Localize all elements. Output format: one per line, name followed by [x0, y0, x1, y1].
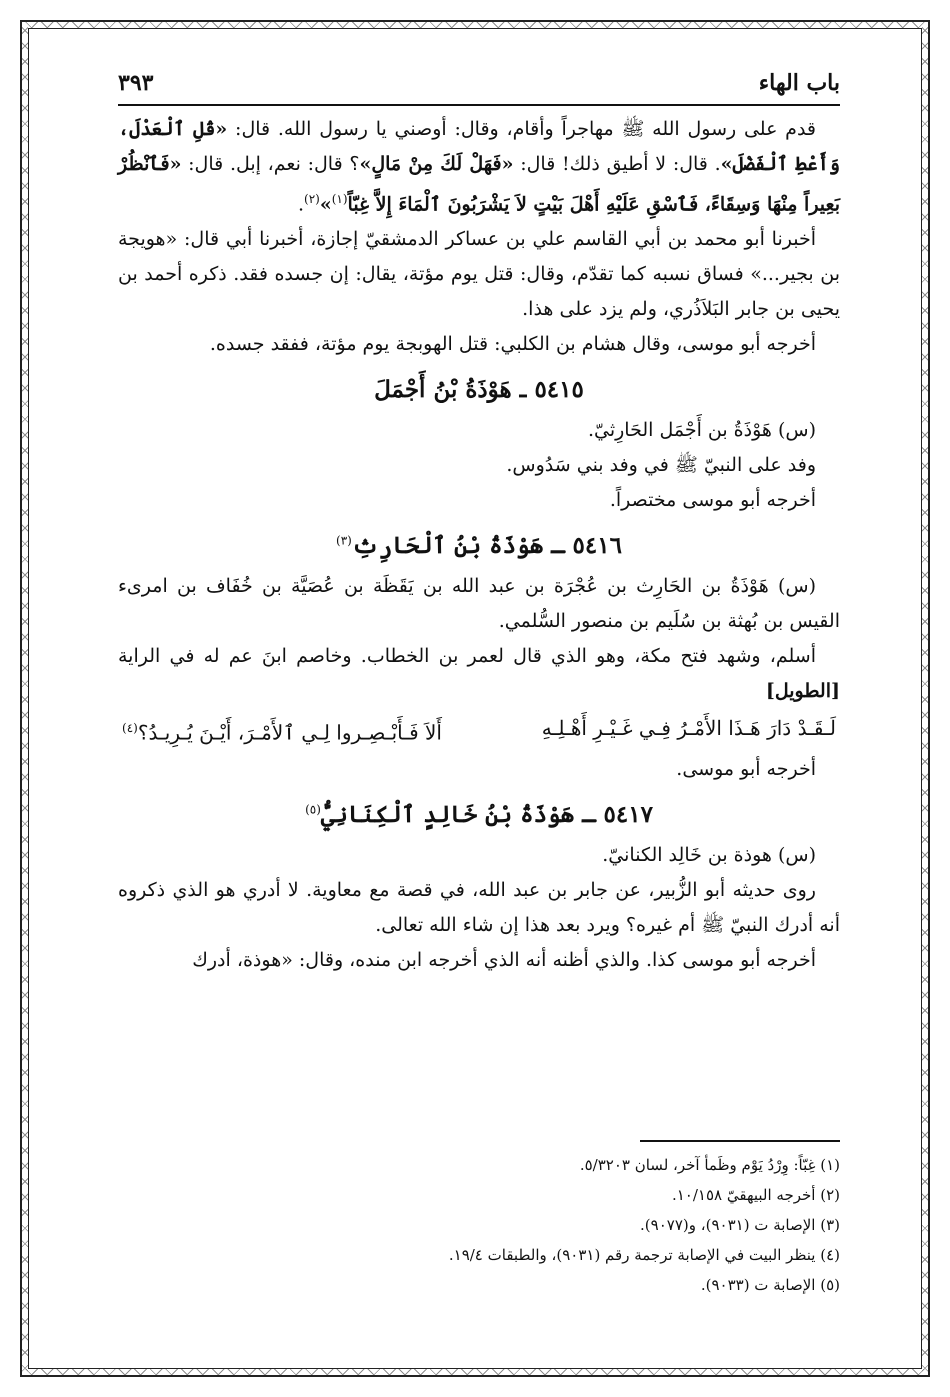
footnote-4: (٤) ينظر البيت في الإصابة ترجمة رقم (٩٠٣١)، والطبقات ١٩/٤. — [448, 1246, 840, 1264]
hadith-quote: «فَهَلْ لَكَ مِنْ مَالٍ» — [359, 153, 514, 175]
verse-text: أَلاَ فَـأَبْـصِـروا لِـي ٱلأَمْـرَ، أَيْـنَ يُـرِيـدُ؟ — [137, 720, 442, 745]
entry-title-text: ٥٤١٦ ـ هَوْذَةُ بْنُ ٱلْحَارِثِ — [351, 532, 622, 560]
entry-title-5415: ٥٤١٥ ـ هَوْذَةُ بْنُ أَجْمَلَ — [374, 376, 584, 404]
footnote-1: (١) غِبّاً: وِرْدُ يَوْم وظَمأ آخر، لسان ٥/٣٢٠٣. — [579, 1156, 840, 1174]
footnote-separator — [640, 1140, 840, 1142]
footnote-ref[interactable]: (٢) — [304, 192, 320, 206]
entry-5416-lineage: (س) هَوْذَةُ بن الحَارِث بن عُجْرَة بن عبد الله بن يَقَظَة بن عُصَيَّة بن خُفَاف بن امرىء القيس بن بُهثة بن سُلَيم بن منصور السُّلمي. — [118, 575, 840, 633]
chapter-title: باب الهاء — [758, 70, 840, 96]
footnote-ref[interactable]: (٥) — [305, 802, 321, 817]
footnote-3: (٣) الإصابة ت (٩٠٣١)، و(٩٠٧٧). — [640, 1216, 840, 1234]
border-pattern-right — [922, 24, 928, 1373]
paragraph-takhrij: أخرجه أبو موسى، وقال هشام بن الكلبي: قتل الهوبجة يوم مؤتة، ففقد جسده. — [209, 333, 816, 356]
verse-hemistich-second — [122, 709, 442, 752]
text-segment: ؟ قال: نعم، إبل. قال: — [181, 153, 360, 175]
quote-close: » — [319, 193, 332, 216]
border-pattern-bottom — [24, 1369, 926, 1375]
footnotes — [118, 1140, 840, 1300]
entry-5416-line: أخرجه أبو موسى. — [676, 757, 816, 780]
text-segment: قدم على رسول الله ﷺ مهاجراً وأقام، وقال: أوصني يا رسول الله. قال: — [227, 118, 816, 140]
hadith-quote: «فَٱنْظُرْ بَعِيراً مِنْهَا وَسِقَاءً، فَٱسْقِ عَلَيْهِ أَهْلَ بَيْتٍ لاَ يَشْرَبُونَ ٱلْمَاءَ إِلاَّ غِبّاً — [118, 153, 840, 216]
page-content — [118, 70, 840, 978]
entry-5417-line: أخرجه أبو موسى كذا. والذي أظنه أنه الذي أخرجه ابن منده، وقال: «هوذة، أدرك — [192, 948, 816, 971]
entry-title-text: ٥٤١٧ ـ هَوْذَةُ بْنُ خَالِدٍ ٱلْكِنَانِيُّ — [320, 800, 653, 828]
footnote-5: (٥) الإصابة ت (٩٠٣٣). — [700, 1276, 840, 1294]
entry-5416-story — [118, 639, 840, 709]
footnote-ref[interactable]: (٤) — [122, 721, 138, 736]
entry-5417-line: روى حديثه أبو الزُّبير، عن جابر بن عبد الله، في قصة مع معاوية. لا أدري هو الذي ذكروه أنه أدرك النبيّ ﷺ أم غيره؟ ويرد بعد هذا إن شاء الله تعالى. — [118, 878, 840, 936]
paragraph-hadith — [118, 112, 840, 222]
entry-5415-line: وفد على النبيّ ﷺ في وفد بني سَدُوس. — [506, 454, 816, 477]
entry-title-5416 — [118, 532, 840, 559]
hadith-quote: «قُلِ ٱلْعَدْلَ، وَأَعْطِ ٱلْفَضْلَ» — [118, 118, 840, 175]
verse-hemistich-first: لَـقَـدْ دَارَ هَـذَا الأَمْـرُ فِـي غَـيْـرِ أَهْـلِـهِ — [541, 716, 836, 741]
text-segment: . قال: لا أطيق ذلك! قال: — [513, 153, 721, 175]
entry-5415-line: أخرجه أبو موسى مختصراً. — [609, 489, 816, 512]
entry-5415-line: (س) هَوْذَةُ بن أَجْمَل الحَارِثيّ. — [587, 419, 816, 442]
page-number: ٣٩٣ — [118, 70, 154, 96]
text-segment: . — [297, 193, 305, 216]
paragraph-isnad: أخبرنا أبو محمد بن أبي القاسم علي بن عساكر الدمشقيّ إجازة، أخبرنا أبي قال: «هويجة بن بجير...» فساق نسبه كما تقدّم، وقال: قتل يوم مؤتة، يقال: إن جسده فقد. ذكره أحمد بن يحيى بن جابر البَلاَذُري، ولم يزد على هذا. — [118, 228, 840, 321]
running-header — [118, 70, 840, 106]
poem-verse — [118, 709, 840, 752]
footnote-ref[interactable]: (١) — [331, 192, 348, 206]
poetry-meter: [الطويل] — [765, 680, 840, 703]
footnote-ref[interactable]: (٣) — [336, 533, 352, 548]
entry-5417-line: (س) هوذة بن خَالِد الكنانيّ. — [602, 843, 816, 866]
text-segment: أسلم، وشهد فتح مكة، وهو الذي قال لعمر بن الخطاب. وخاصم ابنَ عم له في الراية — [118, 645, 816, 668]
footnote-2: (٢) أخرجه البيهقيّ ١٠/١٥٨. — [671, 1186, 840, 1204]
entry-title-5417 — [118, 801, 840, 828]
